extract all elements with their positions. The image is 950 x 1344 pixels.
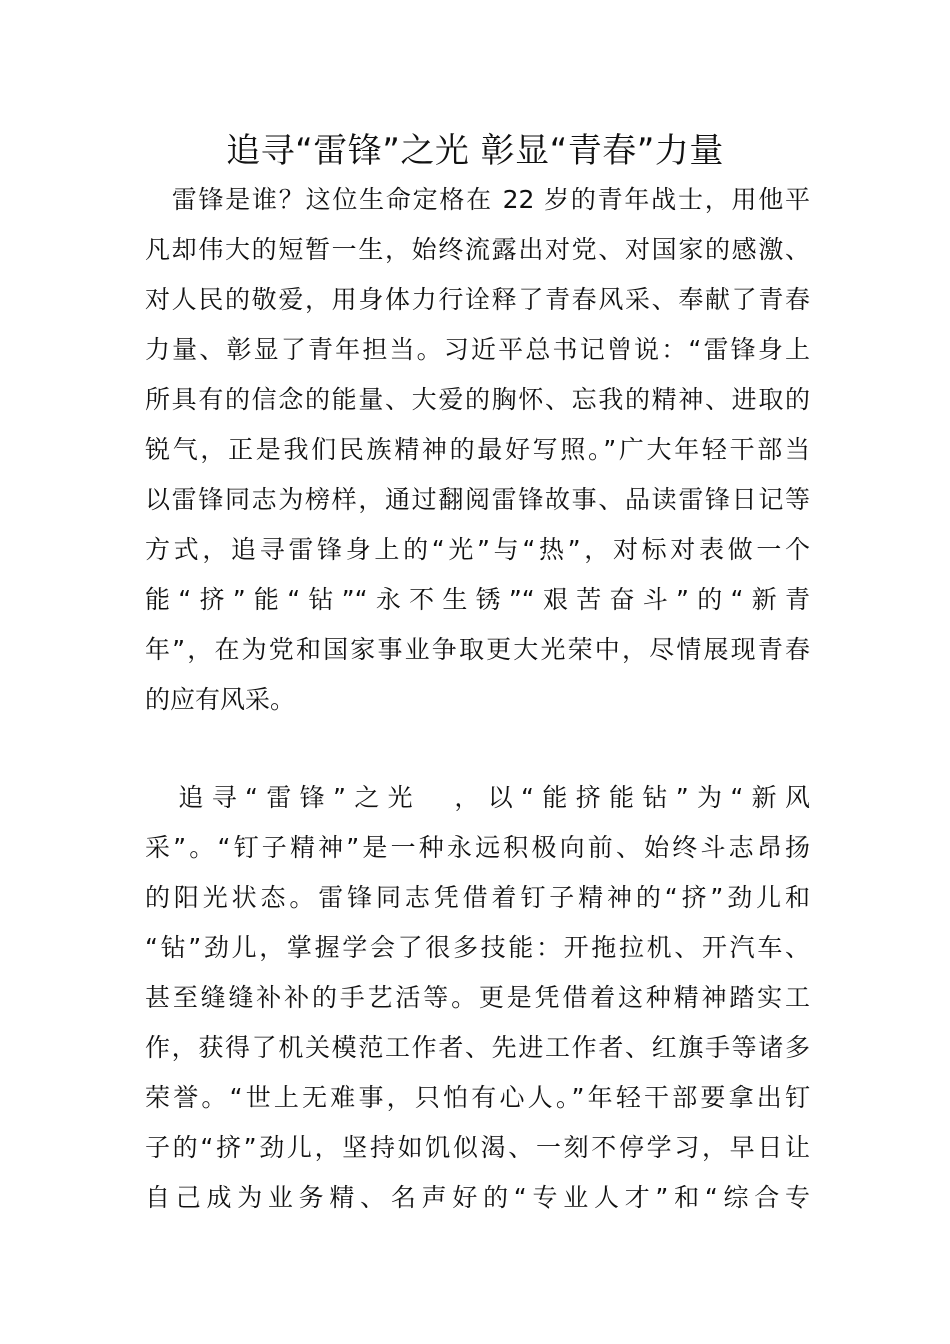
paragraph-1-line-11: 的应有风采。 (145, 685, 296, 714)
paragraph-2-line-9: 自己成为业务精、名声好的“专业人才”和“综合专 (145, 1183, 810, 1212)
paragraph-1-line-10: 年”，在为党和国家事业争取更大光荣中，尽情展现青春 (145, 635, 810, 664)
paragraph-2-line-2: 采”。“钉子精神”是一种永远积极向前、始终斗志昂扬 (145, 833, 810, 862)
paragraph-1-line-8: 方式，追寻雷锋身上的“光”与“热”，对标对表做一个 (145, 535, 810, 564)
paragraph-1-line-5: 所具有的信念的能量、大爱的胸怀、忘我的精神、进取的 (145, 385, 810, 414)
paragraph-1-line-9: 能“挤”能“钻”“永不生锈”“艰苦奋斗”的“新青 (145, 585, 810, 614)
paragraph-1-line-2: 凡却伟大的短暂一生，始终流露出对党、对国家的感激、 (145, 235, 810, 264)
paragraph-1-line-3: 对人民的敬爱，用身体力行诠释了青春风采、奉献了青春 (145, 285, 810, 314)
paragraph-1-line-7: 以雷锋同志为榜样，通过翻阅雷锋故事、品读雷锋日记等 (145, 485, 810, 514)
document-title: 追寻“雷锋”之光 彰显“青春”力量 (226, 131, 724, 171)
paragraph-1-line-4: 力量、彰显了青年担当。习近平总书记曾说：“雷锋身上 (145, 335, 810, 364)
paragraph-2-line-8: 子的“挤”劲儿，坚持如饥似渴、一刻不停学习，早日让 (145, 1133, 810, 1162)
paragraph-2-line-6: 作，获得了机关模范工作者、先进工作者、红旗手等诸多 (145, 1033, 810, 1062)
paragraph-2-line-5: 甚至缝缝补补的手艺活等。更是凭借着这种精神踏实工 (145, 983, 810, 1012)
paragraph-2-line-7: 荣誉。“世上无难事，只怕有心人。”年轻干部要拿出钉 (145, 1083, 810, 1112)
paragraph-1-line-6: 锐气，正是我们民族精神的最好写照。”广大年轻干部当 (145, 435, 810, 464)
paragraph-2-line-3: 的阳光状态。雷锋同志凭借着钉子精神的“挤”劲儿和 (145, 883, 810, 912)
paragraph-1-line-1: 雷锋是谁？这位生命定格在 22 岁的青年战士，用他平 (145, 185, 810, 214)
paragraph-2-line-4: “钻”劲儿，掌握学会了很多技能：开拖拉机、开汽车、 (145, 933, 810, 962)
paragraph-2-line-1: 追寻“雷锋”之光 ，以“能挤能钻”为“新风 (145, 783, 810, 812)
